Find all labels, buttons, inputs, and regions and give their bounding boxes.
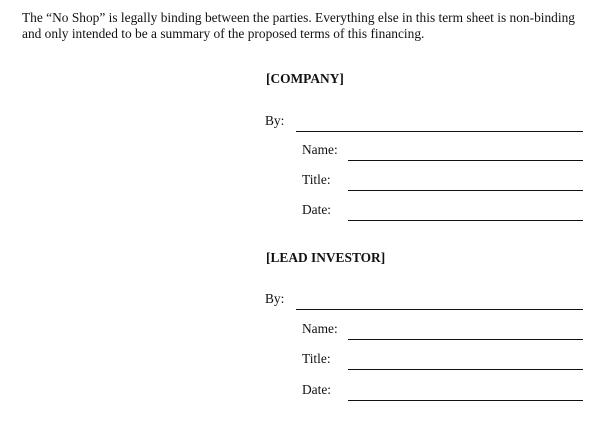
investor-name-label: Name: [302,321,338,336]
company-name-line[interactable] [348,160,583,161]
company-name-row [302,143,583,161]
company-signature-line[interactable] [296,131,583,132]
investor-signature-line[interactable] [296,309,583,310]
company-title-row [302,173,583,191]
company-by-label: By: [265,113,285,128]
investor-name-row [302,322,583,340]
company-name-label: Name: [302,142,338,157]
investor-by-row [265,292,583,310]
company-date-label: Date: [302,202,331,217]
intro-paragraph [22,10,592,41]
investor-title-line[interactable] [348,369,583,370]
company-by-row [265,114,583,132]
company-title-label: Title: [302,172,331,187]
company-title-line[interactable] [348,190,583,191]
investor-name-line[interactable] [348,339,583,340]
investor-title-label: Title: [302,351,331,366]
investor-title-row [302,352,583,370]
investor-block-title: [LEAD INVESTOR] [266,250,386,265]
company-date-line[interactable] [348,220,583,221]
investor-by-label: By: [265,291,285,306]
investor-date-label: Date: [302,382,331,397]
investor-date-line[interactable] [348,400,583,401]
investor-date-row [302,383,583,401]
intro-line-2: and only intended to be a summary of the proposed terms of this financing. [22,25,425,41]
intro-line-1: The “No Shop” is legally binding between the parties. Everything else in this term sheet is non-binding [22,10,575,25]
company-date-row [302,203,583,221]
company-block-title: [COMPANY] [266,71,344,86]
